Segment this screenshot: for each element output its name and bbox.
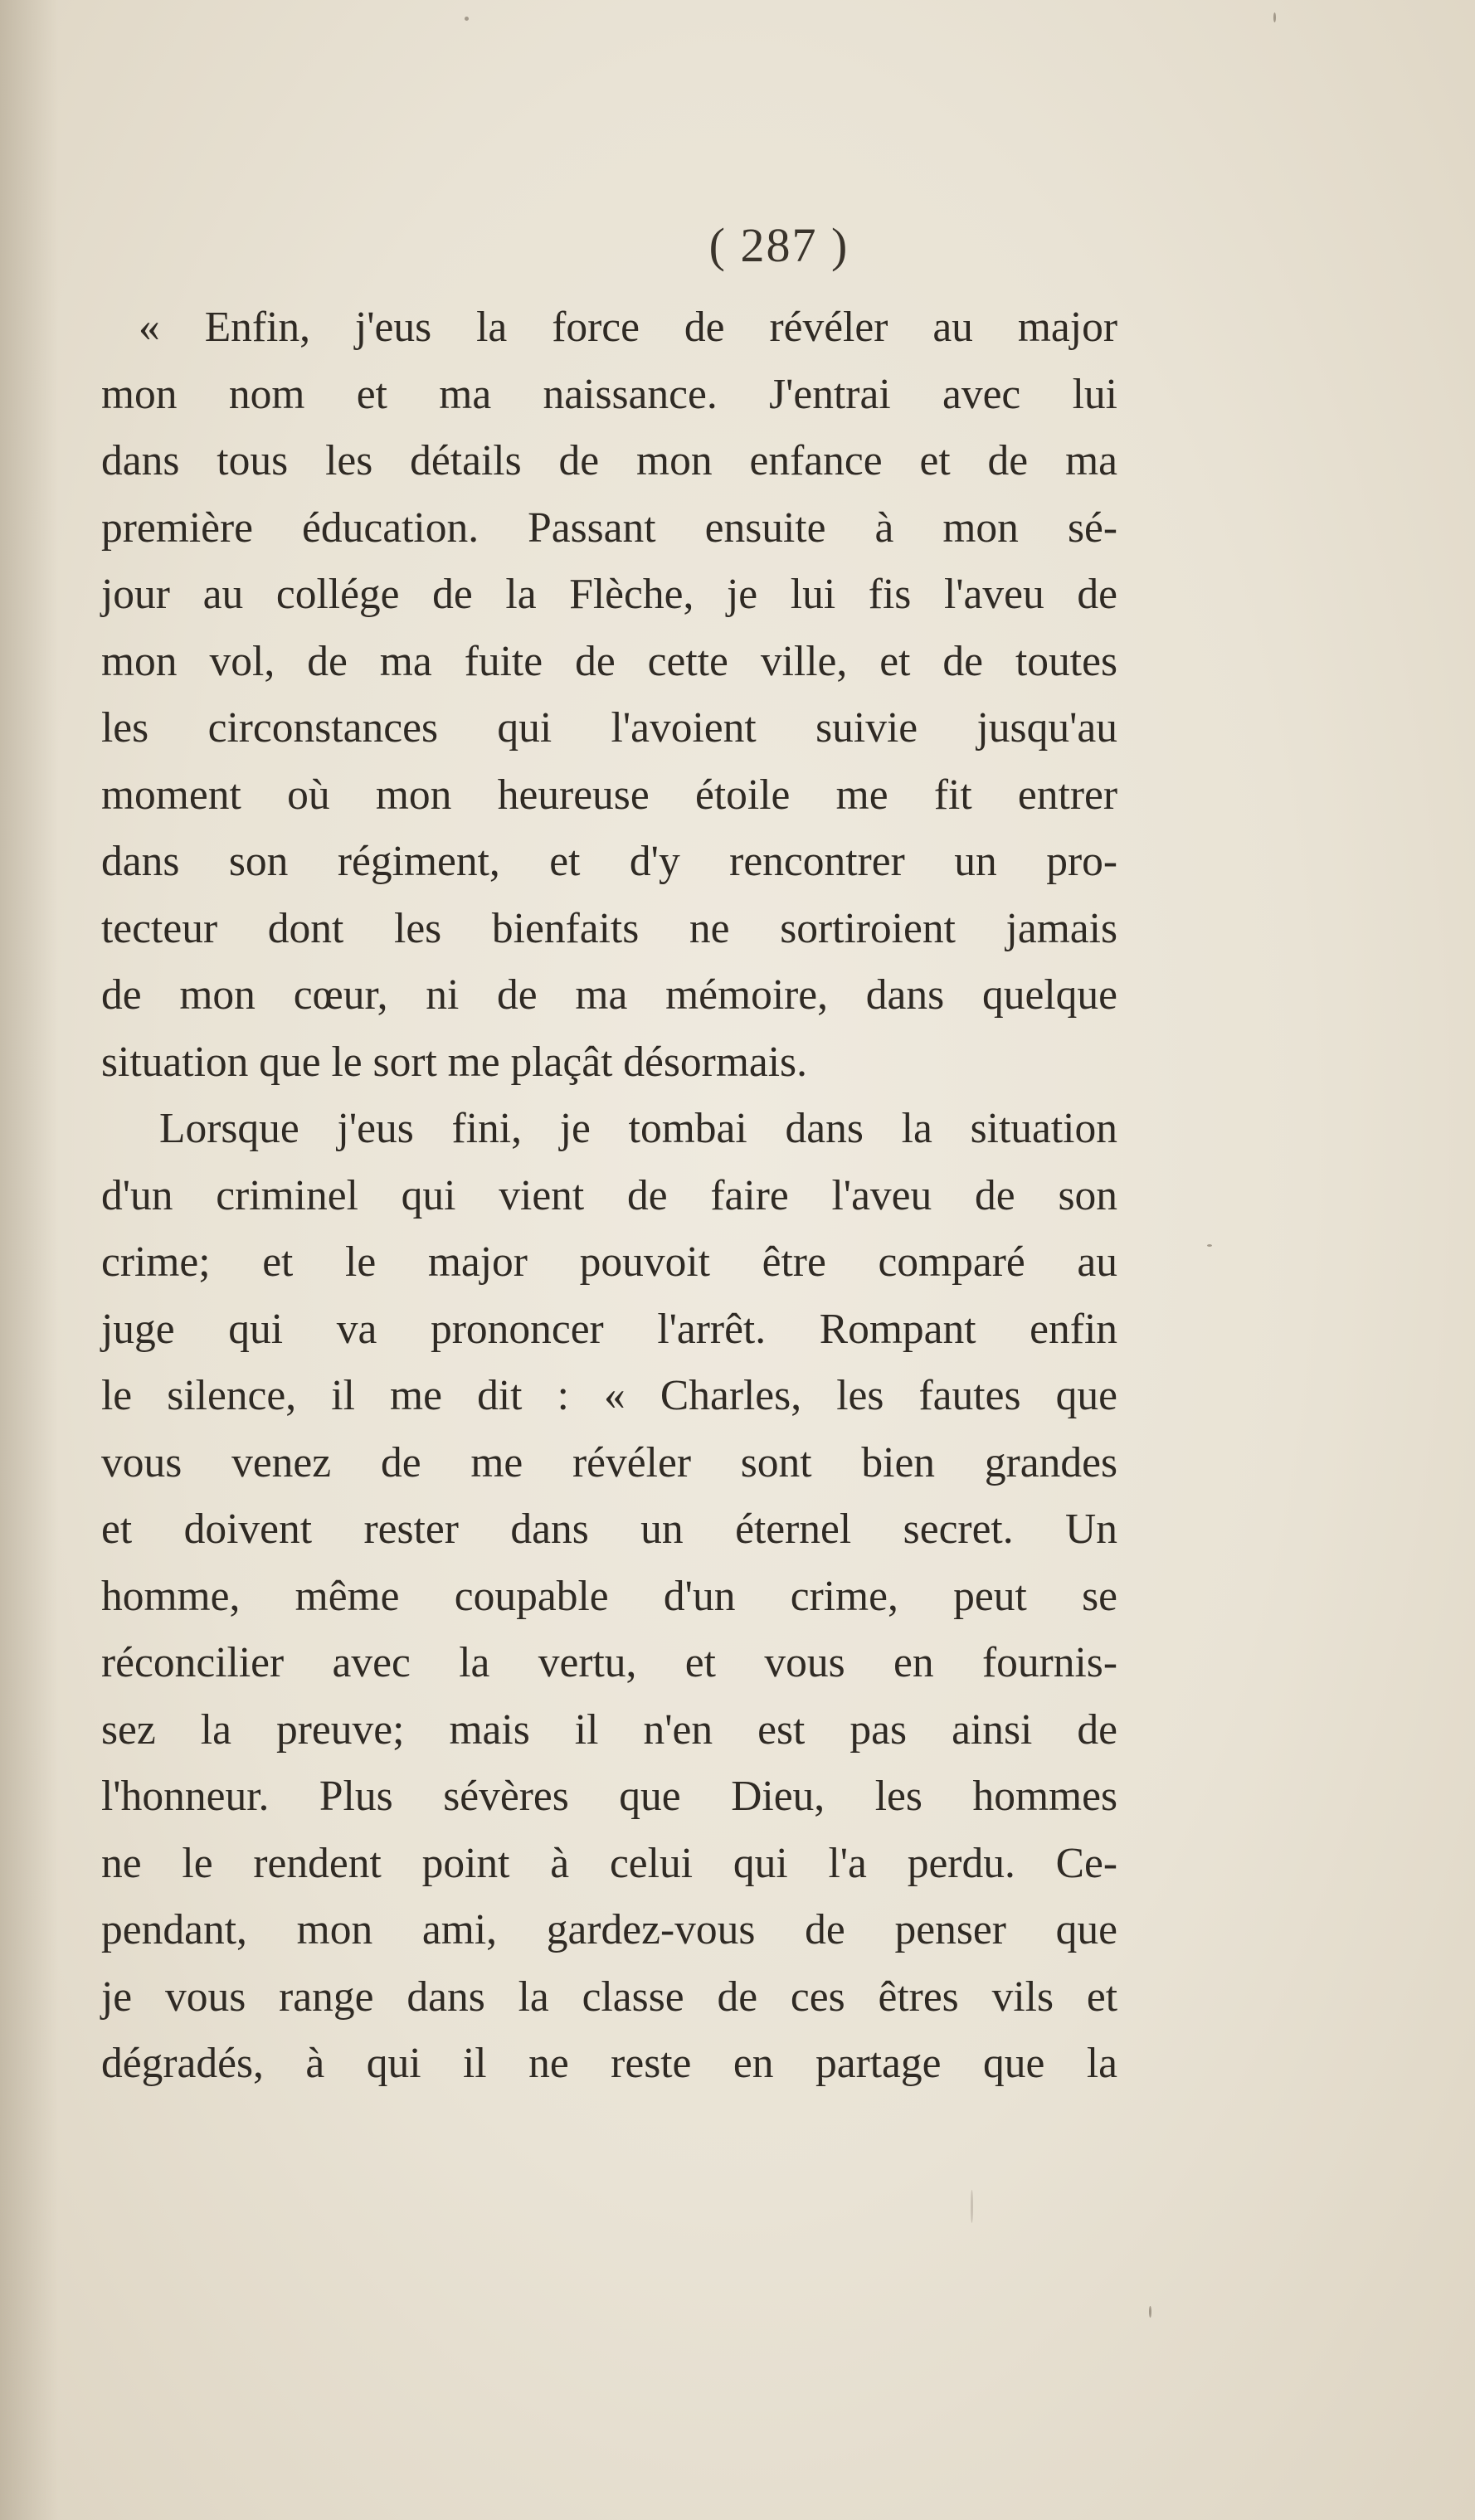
- text-line: moment où mon heureuse étoile me fit entrer: [101, 771, 1117, 819]
- body-text: [101, 294, 1117, 2098]
- text-line: dans tous les détails de mon enfance et de ma: [101, 437, 1117, 484]
- text-line: je vous range dans la classe de ces êtres vils et: [101, 1973, 1117, 2021]
- text-line: situation que le sort me plaçât désormais.: [101, 1038, 807, 1086]
- text-line: dans son régiment, et d'y rencontrer un pro-: [101, 838, 1117, 885]
- text-line: réconcilier avec la vertu, et vous en fournis-: [101, 1639, 1117, 1686]
- text-line: crime; et le major pouvoit être comparé au: [101, 1238, 1117, 1286]
- text-line: et doivent rester dans un éternel secret. Un: [101, 1506, 1117, 1553]
- paper-speck: [465, 17, 469, 21]
- text-line: ne le rendent point à celui qui l'a perdu. Ce-: [101, 1839, 1117, 1887]
- text-line: vous venez de me révéler sont bien grandes: [101, 1438, 1117, 1486]
- paper-speck: [1149, 2306, 1151, 2318]
- text-line: dégradés, à qui il ne reste en partage que la: [101, 2040, 1117, 2087]
- text-line: Lorsque j'eus fini, je tombai dans la situation: [159, 1105, 1117, 1152]
- text-line: mon vol, de ma fuite de cette ville, et de toutes: [101, 637, 1117, 685]
- text-line: mon nom et ma naissance. J'entrai avec lui: [101, 370, 1117, 418]
- page-number-label: ( 287 ): [708, 218, 849, 272]
- text-line: juge qui va prononcer l'arrêt. Rompant enfin: [101, 1305, 1117, 1353]
- paper-speck: [971, 2190, 973, 2223]
- text-line: pendant, mon ami, gardez-vous de penser que: [101, 1906, 1117, 1953]
- text-line: homme, même coupable d'un crime, peut se: [101, 1572, 1117, 1620]
- text-line: l'honneur. Plus sévères que Dieu, les hommes: [101, 1773, 1117, 1820]
- text-line: les circonstances qui l'avoient suivie jusqu'au: [101, 704, 1117, 752]
- text-line: première éducation. Passant ensuite à mon sé-: [101, 504, 1117, 552]
- gutter-shadow: [0, 0, 58, 2520]
- text-line: sez la preuve; mais il n'en est pas ainsi de: [101, 1705, 1117, 1754]
- text-line: « Enfin, j'eus la force de révéler au major: [139, 304, 1117, 351]
- text-line: jour au collége de la Flèche, je lui fis l'aveu de: [101, 571, 1117, 618]
- paper-speck: [1273, 12, 1276, 22]
- text-line: de mon cœur, ni de ma mémoire, dans quelque: [101, 971, 1117, 1019]
- text-line: d'un criminel qui vient de faire l'aveu de son: [101, 1171, 1117, 1219]
- paper-speck: [1207, 1244, 1212, 1247]
- text-line: tecteur dont les bienfaits ne sortiroient jamais: [101, 904, 1117, 952]
- page-number: [0, 217, 1475, 273]
- text-line: le silence, il me dit : « Charles, les fautes que: [101, 1372, 1117, 1419]
